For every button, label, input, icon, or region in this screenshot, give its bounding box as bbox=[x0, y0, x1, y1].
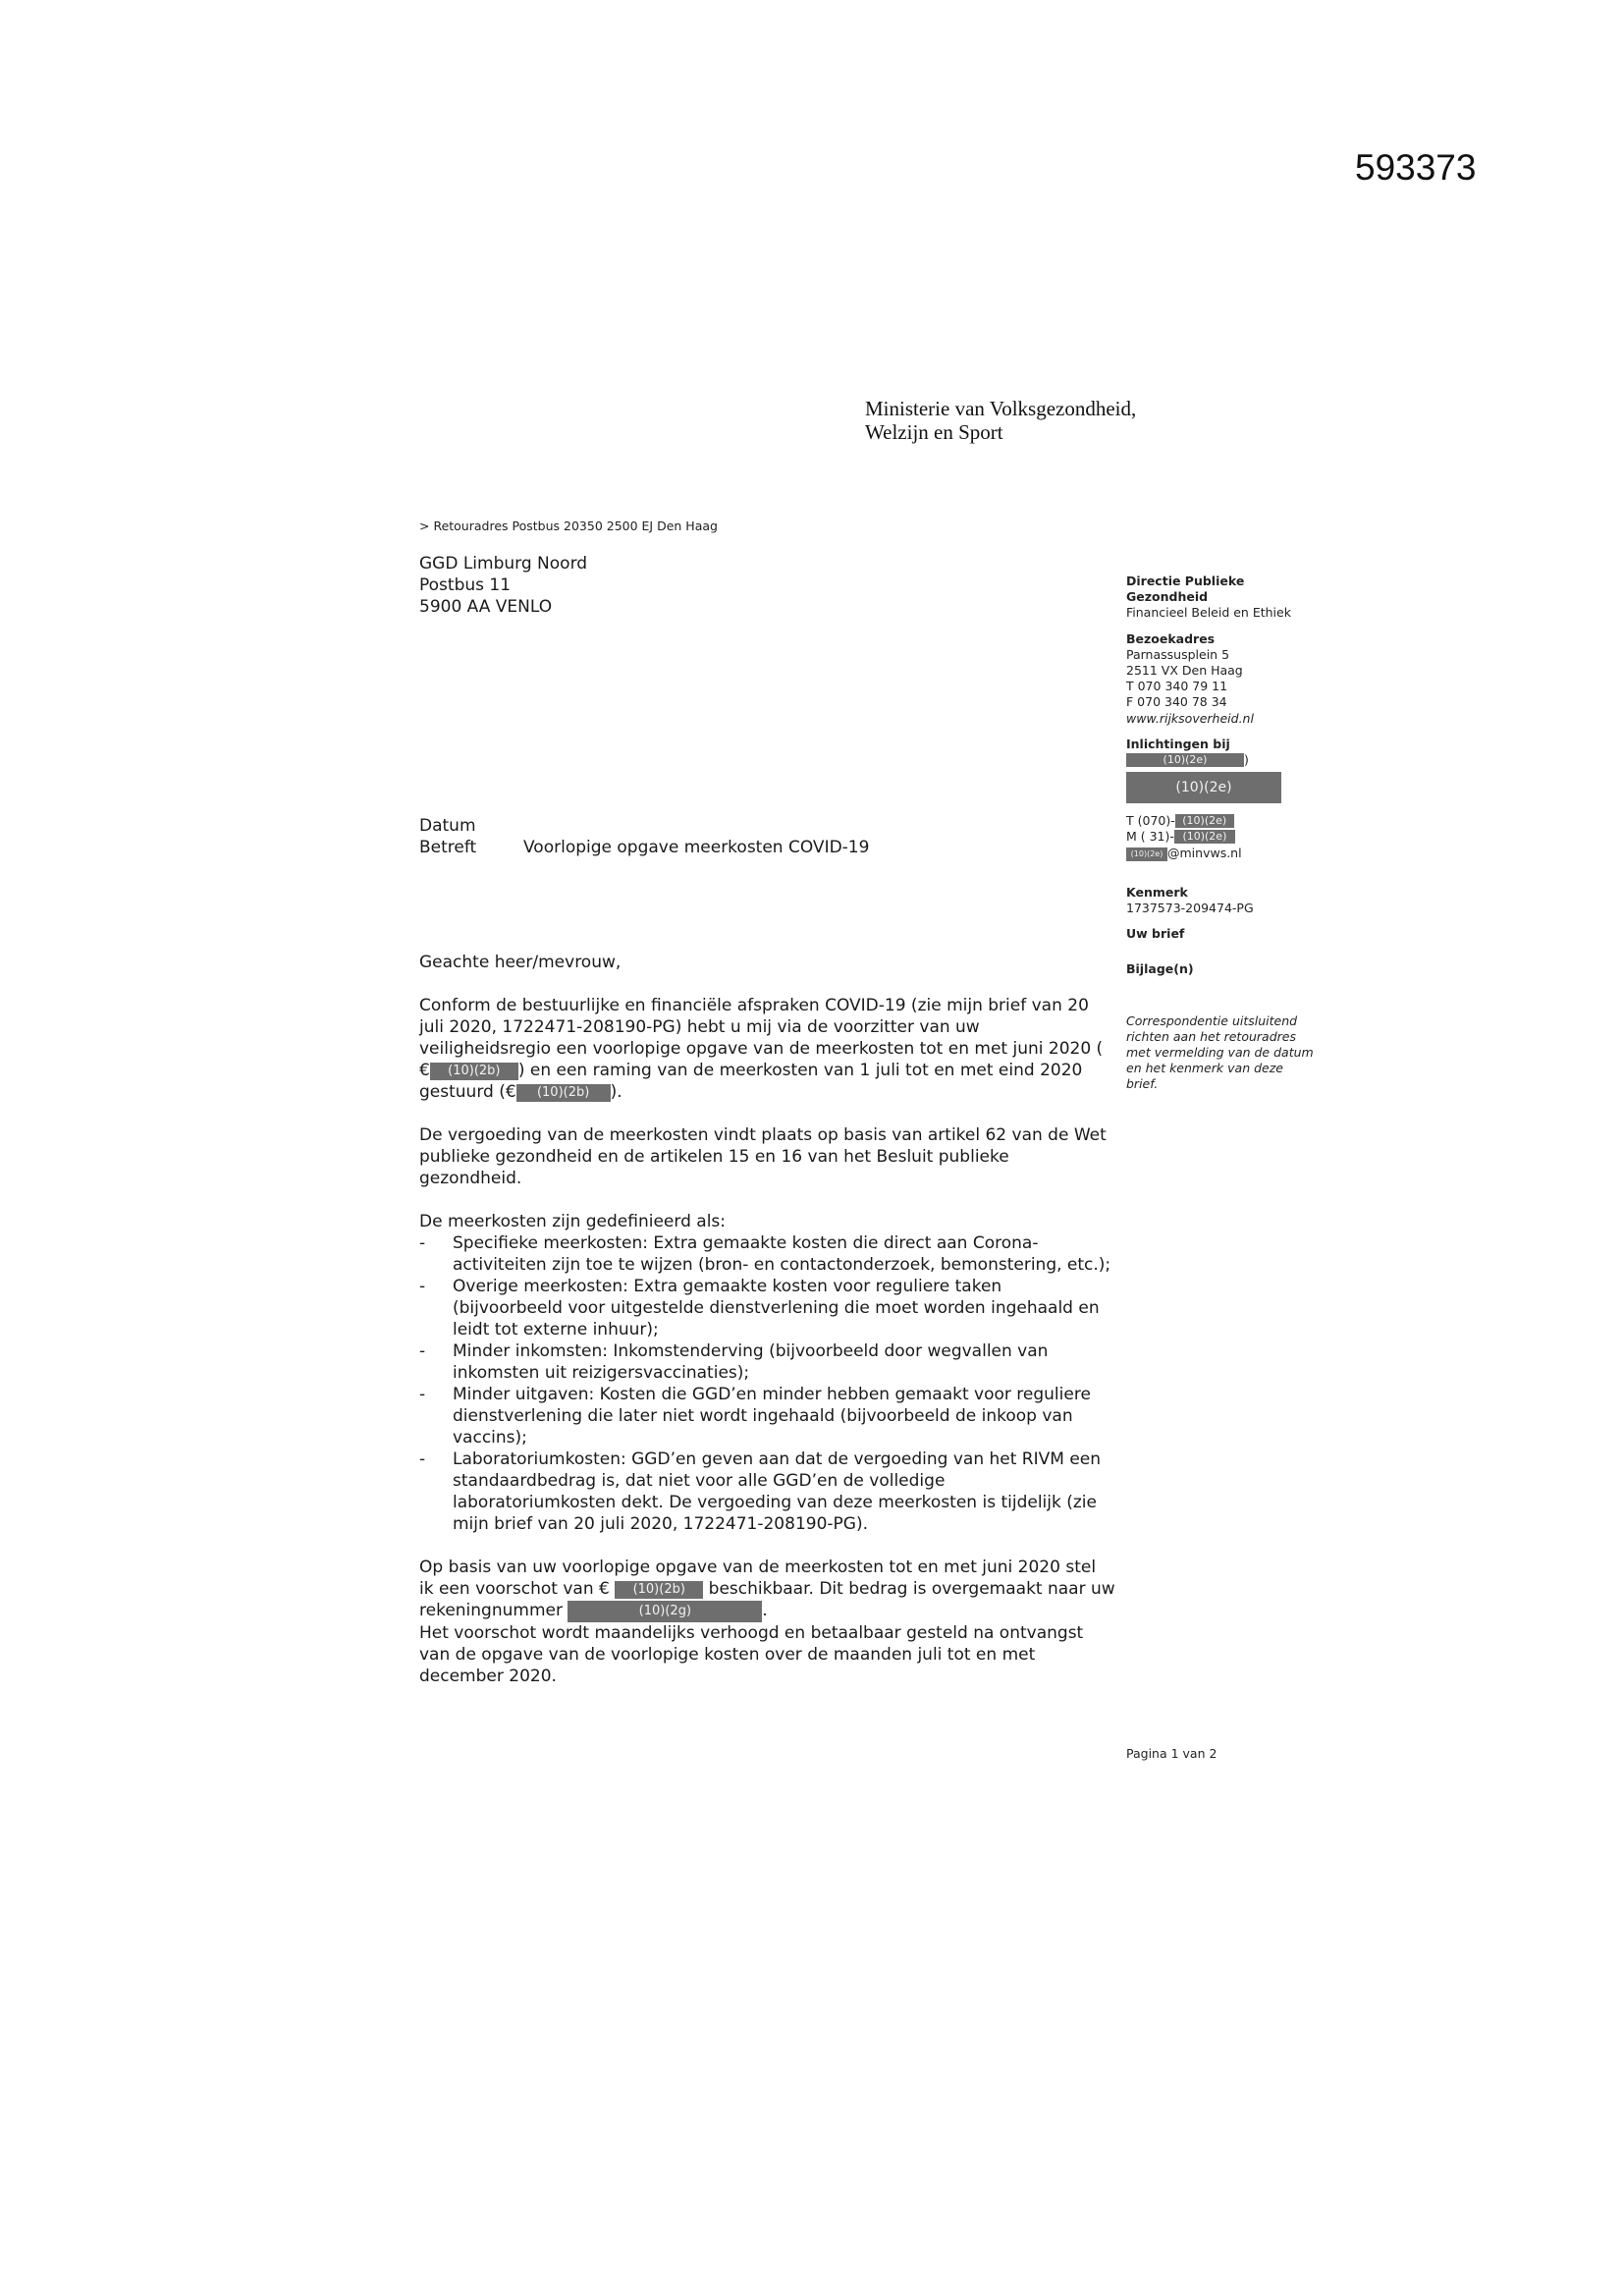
text-segment: beschikbaar. Dit bedrag is overgemaakt naar uw bbox=[708, 1579, 1115, 1599]
correspondence-note: met vermelding van de datum bbox=[1126, 1045, 1314, 1061]
ministry-line: Welzijn en Sport bbox=[865, 420, 1003, 444]
paragraph-1 bbox=[419, 995, 1111, 1103]
list-item-text: Minder uitgaven: Kosten die GGD’en minder hebben gemaakt voor reguliere dienstverlening die later niet wordt ingehaald (bijvoorbeeld de inkoop van vaccins); bbox=[453, 1385, 1091, 1448]
redaction-block: (10)(2e) bbox=[1126, 753, 1244, 767]
fax-line: F 070 340 78 34 bbox=[1126, 694, 1227, 710]
contact-email-line bbox=[1126, 846, 1342, 861]
date-row bbox=[419, 815, 869, 837]
department-line: Financieel Beleid en Ethiek bbox=[1126, 605, 1291, 621]
text-line: december 2020. bbox=[419, 1667, 557, 1686]
visit-address-label: Bezoekadres bbox=[1126, 630, 1216, 646]
text-segment: . bbox=[762, 1601, 768, 1620]
definition-list bbox=[419, 1211, 1111, 1535]
recipient-line: GGD Limburg Noord bbox=[419, 554, 588, 574]
reference-value: 1737573-209474-PG bbox=[1126, 901, 1254, 916]
text-segment: ik een voorschot van € bbox=[419, 1579, 610, 1599]
website-line: www.rijksoverheid.nl bbox=[1126, 710, 1254, 726]
department-line: Directie Publieke bbox=[1126, 574, 1245, 588]
list-item: - Specifieke meerkosten: Extra gemaakte kosten die direct aan Corona-activiteiten zijn toe te wijzen (bron- en contactonderzoek, bemonstering, etc.); bbox=[419, 1233, 1111, 1275]
list-item-text: Laboratoriumkosten: GGD’en geven aan dat de vergoeding van het RIVM een standaardbedrag is, dat niet voor alle GGD’en de volledige laboratoriumkosten dekt. De vergoeding van deze meerkosten is tijdelijk (zie mijn brief van 20 juli 2020, 1722471-208190-PG). bbox=[453, 1449, 1102, 1534]
subject-value: Voorlopige opgave meerkosten COVID-19 bbox=[523, 838, 870, 857]
correspondence-note: Correspondentie uitsluitend bbox=[1126, 1012, 1298, 1028]
text-line bbox=[419, 1060, 1111, 1081]
ministry-name bbox=[865, 397, 1136, 444]
text-line bbox=[419, 1578, 1115, 1600]
phone-line: T 070 340 79 11 bbox=[1126, 679, 1228, 694]
salutation: Geachte heer/mevrouw, bbox=[419, 953, 622, 972]
redaction-block: (10)(2b) bbox=[430, 1063, 518, 1080]
correspondence-note: richten aan het retouradres bbox=[1126, 1028, 1296, 1044]
correspondence-note: brief. bbox=[1126, 1076, 1159, 1092]
attachments-label: Bijlage(n) bbox=[1126, 961, 1194, 977]
ministry-line: Ministerie van Volksgezondheid, bbox=[865, 397, 1137, 420]
text-line: Conform de bestuurlijke en financiële afspraken COVID-19 (zie mijn brief van 20 bbox=[419, 996, 1089, 1015]
date-label: Datum bbox=[419, 816, 476, 836]
contact-function-line bbox=[1126, 772, 1342, 803]
recipient-line: 5900 AA VENLO bbox=[419, 597, 553, 617]
text-line bbox=[419, 1600, 1111, 1622]
text-line: veiligheidsregio een voorlopige opgave van de meerkosten tot en met juni 2020 ( bbox=[419, 1039, 1104, 1059]
correspondence-note: en het kenmerk van deze bbox=[1126, 1061, 1283, 1076]
list-item-text: Overige meerkosten: Extra gemaakte kosten voor reguliere taken (bijvoorbeeld voor uitgestelde dienstverlening die moet worden ingehaald en leidt tot externe inhuur); bbox=[453, 1277, 1100, 1339]
letter-meta bbox=[419, 815, 869, 858]
contact-label: Inlichtingen bij bbox=[1126, 736, 1230, 751]
redaction-block: (10)(2e) bbox=[1175, 814, 1234, 828]
visit-address-line: 2511 VX Den Haag bbox=[1126, 663, 1243, 679]
text-line: Op basis van uw voorlopige opgave van de meerkosten tot en met juni 2020 stel bbox=[419, 1558, 1097, 1577]
recipient-line: Postbus 11 bbox=[419, 575, 512, 595]
department-line: Gezondheid bbox=[1126, 589, 1209, 605]
subject-label: Betreft bbox=[419, 838, 477, 857]
text-segment: gestuurd (€ bbox=[419, 1082, 516, 1102]
list-item-text: Specifieke meerkosten: Extra gemaakte kosten die direct aan Corona-activiteiten zijn toe te wijzen (bron- en contactonderzoek, bemonstering, etc.); bbox=[453, 1233, 1111, 1275]
phone-prefix: T (070)- bbox=[1126, 813, 1175, 829]
text-line: van de opgave van de voorlopige kosten over de maanden juli tot en met bbox=[419, 1645, 1036, 1665]
list-item: - Minder uitgaven: Kosten die GGD’en minder hebben gemaakt voor reguliere dienstverlening die later niet wordt ingehaald (bijvoorbeeld de inkoop van vaccins); bbox=[419, 1384, 1111, 1449]
document-number: 593373 bbox=[1355, 147, 1477, 188]
redaction-block: (10)(2e) bbox=[1174, 830, 1235, 844]
paragraph-4 bbox=[419, 1557, 1115, 1687]
contact-mobile-line bbox=[1126, 829, 1342, 845]
letter-body bbox=[419, 952, 1115, 1709]
email-suffix: @minvws.nl bbox=[1167, 845, 1242, 860]
list-item: - Minder inkomsten: Inkomstenderving (bijvoorbeeld door wegvallen van inkomsten uit reizigersvaccinaties); bbox=[419, 1340, 1111, 1384]
text-line: Het voorschot wordt maandelijks verhoogd en betaalbaar gesteld na ontvangst bbox=[419, 1623, 1084, 1643]
contact-name-line bbox=[1126, 752, 1342, 768]
text-segment: rekeningnummer bbox=[419, 1601, 563, 1620]
text-segment: € bbox=[419, 1061, 430, 1080]
recipient-address bbox=[419, 553, 587, 618]
your-letter-label: Uw brief bbox=[1126, 926, 1185, 942]
text-line: juli 2020, 1722471-208190-PG) hebt u mij via de voorzitter van uw bbox=[419, 1017, 980, 1037]
return-address: > Retouradres Postbus 20350 2500 EJ Den Haag bbox=[419, 519, 718, 533]
paragraph-2: De vergoeding van de meerkosten vindt plaats op basis van artikel 62 van de Wet publieke gezondheid en de artikelen 15 en 16 van het Besluit publieke gezondheid. bbox=[419, 1125, 1107, 1188]
redaction-block: (10)(2b) bbox=[615, 1581, 703, 1599]
list-intro: De meerkosten zijn gedefinieerd als: bbox=[419, 1212, 727, 1231]
redaction-block: (10)(2b) bbox=[516, 1084, 611, 1102]
contact-phone-line bbox=[1126, 813, 1342, 829]
text-segment: ) en een raming van de meerkosten van 1 juli tot en met eind 2020 bbox=[517, 1061, 1083, 1080]
redaction-block: (10)(2g) bbox=[568, 1601, 762, 1622]
text-segment: ). bbox=[610, 1082, 622, 1102]
redaction-block: (10)(2e) bbox=[1126, 772, 1281, 803]
page-number: Pagina 1 van 2 bbox=[1126, 1746, 1217, 1761]
list-item: - Laboratoriumkosten: GGD’en geven aan dat de vergoeding van het RIVM een standaardbedrag is, dat niet voor alle GGD’en de volledige laboratoriumkosten dekt. De vergoeding van deze meerkosten is tijdelijk (zie mijn brief van 20 juli 2020, 1722471-208190-PG). bbox=[419, 1449, 1111, 1535]
redaction-block: (10)(2e) bbox=[1126, 847, 1167, 861]
sidebar-info bbox=[1126, 574, 1342, 1093]
list-item-text: Minder inkomsten: Inkomstenderving (bijvoorbeeld door wegvallen van inkomsten uit reizigersvaccinaties); bbox=[453, 1341, 1049, 1383]
paren: ) bbox=[1244, 752, 1249, 768]
mobile-prefix: M ( 31)- bbox=[1126, 829, 1174, 845]
list-item: - Overige meerkosten: Extra gemaakte kosten voor reguliere taken (bijvoorbeeld voor uitgestelde dienstverlening die moet worden ingehaald en leidt tot externe inhuur); bbox=[419, 1276, 1111, 1340]
reference-label: Kenmerk bbox=[1126, 884, 1188, 900]
subject-row bbox=[419, 837, 869, 858]
text-line bbox=[419, 1081, 1111, 1103]
visit-address-line: Parnassusplein 5 bbox=[1126, 646, 1230, 662]
